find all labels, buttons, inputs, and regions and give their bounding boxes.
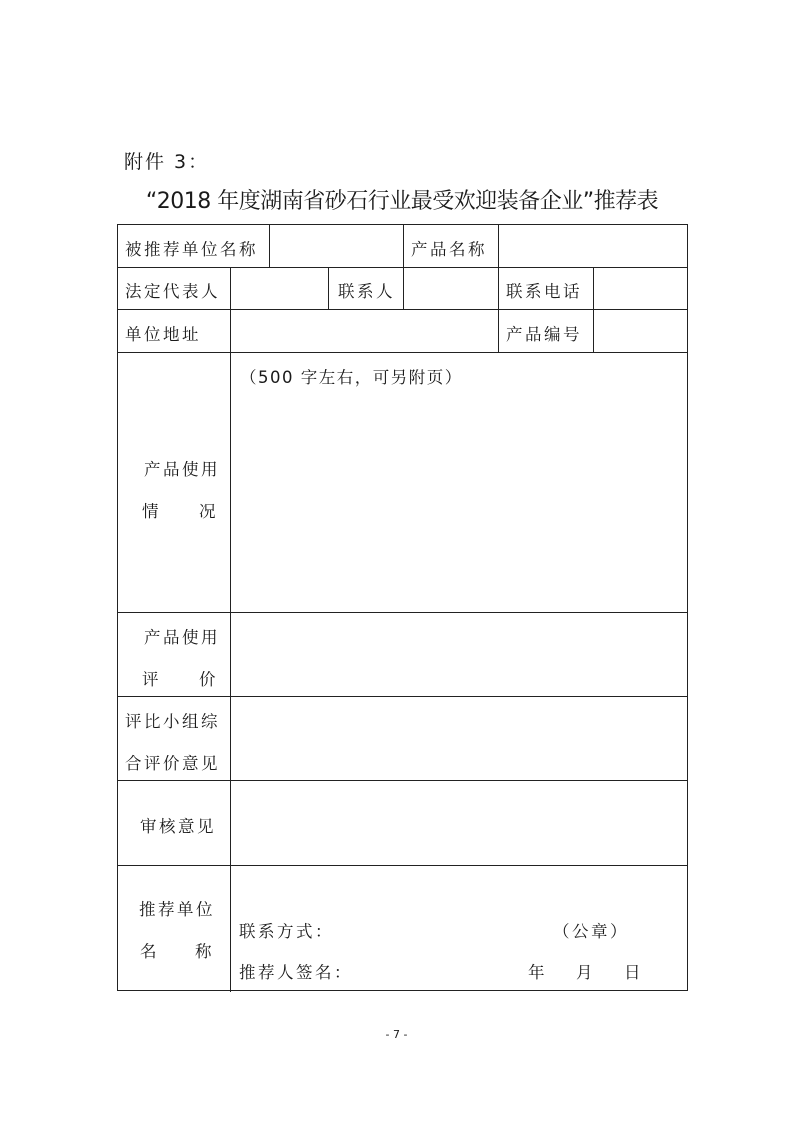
day-label: 日 [624, 963, 641, 982]
recommender-label-line1: 推荐单位 [139, 900, 215, 919]
attachment-label: 附件 3： [124, 151, 210, 173]
row-divider [118, 352, 688, 353]
evaluation-label-line2a: 评 [142, 670, 161, 689]
col-divider [498, 267, 499, 352]
row-divider [118, 612, 688, 613]
usage-hint: （500 字左右，可另附页） [240, 368, 463, 387]
contact-phone-label: 联系电话 [506, 282, 582, 301]
row-divider [118, 780, 688, 781]
col-divider [403, 267, 404, 309]
col-divider [230, 267, 231, 992]
usage-label-line2a: 情 [142, 502, 161, 521]
page-title: “2018 年度湖南省砂石行业最受欢迎装备企业”推荐表 [145, 189, 659, 214]
recommender-label-line2a: 名 [140, 942, 159, 961]
unit-name-label: 被推荐单位名称 [125, 240, 258, 259]
usage-label-line2b: 况 [199, 502, 218, 521]
year-label: 年 [528, 963, 545, 982]
row-divider [118, 309, 688, 310]
contact-person-label: 联系人 [338, 282, 395, 301]
usage-label-line1: 产品使用 [144, 460, 220, 479]
legal-representative-label: 法定代表人 [125, 282, 220, 301]
col-divider [498, 225, 499, 267]
col-divider [328, 267, 329, 309]
evaluation-label-line2b: 价 [199, 670, 218, 689]
col-divider [403, 225, 404, 267]
panel-label-line1: 评比小组综 [125, 712, 220, 731]
seal-label: （公章） [553, 922, 629, 941]
recommender-label-line2b: 称 [195, 942, 214, 961]
contact-method-label: 联系方式： [239, 922, 334, 941]
unit-address-label: 单位地址 [125, 325, 201, 344]
evaluation-label-line1: 产品使用 [144, 628, 220, 647]
row-divider [118, 865, 688, 866]
row-divider [118, 696, 688, 697]
col-divider [593, 267, 594, 352]
month-label: 月 [576, 963, 593, 982]
panel-label-line2: 合评价意见 [125, 754, 220, 773]
page-number: - 7 - [385, 1028, 408, 1041]
col-divider [269, 225, 270, 267]
product-name-label: 产品名称 [411, 240, 487, 259]
recommendation-form-table [117, 224, 688, 991]
review-label: 审核意见 [140, 817, 216, 836]
signature-label: 推荐人签名： [239, 963, 353, 982]
product-number-label: 产品编号 [506, 325, 582, 344]
